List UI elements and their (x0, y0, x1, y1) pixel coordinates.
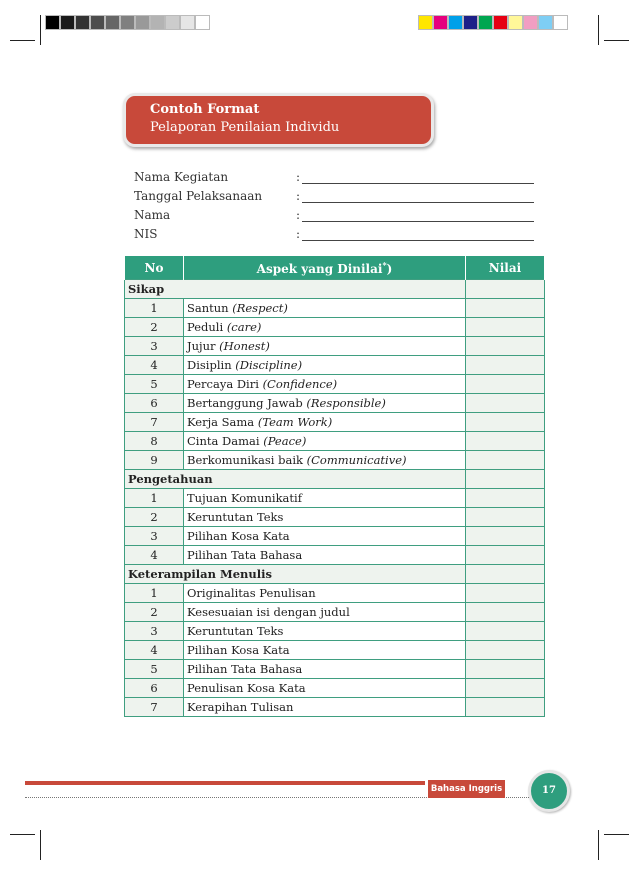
info-field-blank[interactable] (302, 202, 534, 203)
info-field-label: NIS (134, 227, 158, 241)
color-swatch (45, 15, 60, 30)
crop-mark (598, 15, 599, 45)
item-aspect-text: Keruntutan Teks (187, 510, 284, 524)
item-aspect-text: Pilihan Kosa Kata (187, 529, 290, 543)
color-swatch (508, 15, 523, 30)
item-aspect-text: Originalitas Penulisan (187, 586, 316, 600)
item-number: 2 (125, 318, 184, 337)
item-aspect-text: Kerja Sama (187, 415, 255, 429)
info-field-row (134, 227, 534, 246)
table-row (125, 584, 545, 603)
item-number: 5 (125, 375, 184, 394)
item-aspect-text: Keruntutan Teks (187, 624, 284, 638)
item-aspect-english: (Confidence) (262, 377, 338, 391)
table-body (125, 280, 545, 717)
color-swatch (105, 15, 120, 30)
item-number: 1 (125, 489, 184, 508)
header-aspect-sup: * (382, 259, 387, 270)
info-field-colon: : (296, 170, 301, 184)
item-aspect (184, 489, 466, 508)
section-title: Pengetahuan (125, 470, 466, 489)
item-number: 9 (125, 451, 184, 470)
nilai-cell[interactable] (466, 299, 545, 318)
item-aspect-text: Santun (187, 301, 229, 315)
table-row (125, 337, 545, 356)
color-swatch (538, 15, 553, 30)
nilai-cell[interactable] (466, 603, 545, 622)
item-number: 6 (125, 679, 184, 698)
info-field-colon: : (296, 189, 301, 203)
item-number: 4 (125, 546, 184, 565)
color-swatch (135, 15, 150, 30)
item-aspect-english: (Communicative) (306, 453, 407, 467)
nilai-cell[interactable] (466, 432, 545, 451)
item-aspect (184, 356, 466, 375)
item-aspect (184, 641, 466, 660)
page-number: 17 (528, 770, 570, 812)
crop-mark (604, 40, 629, 41)
nilai-cell[interactable] (466, 546, 545, 565)
color-swatch (150, 15, 165, 30)
color-swatch (195, 15, 210, 30)
nilai-cell[interactable] (466, 489, 545, 508)
nilai-cell[interactable] (466, 622, 545, 641)
item-aspect-english: (Peace) (263, 434, 307, 448)
table-header-row (125, 256, 545, 280)
crop-mark (604, 834, 629, 835)
info-fields (134, 170, 534, 246)
item-aspect-text: Tujuan Komunikatif (187, 491, 302, 505)
item-number: 8 (125, 432, 184, 451)
item-number: 7 (125, 698, 184, 717)
item-aspect (184, 451, 466, 470)
info-field-label: Nama Kegiatan (134, 170, 229, 184)
table-row (125, 451, 545, 470)
item-aspect-english: (Responsible) (306, 396, 386, 410)
nilai-cell[interactable] (466, 679, 545, 698)
info-field-row (134, 208, 534, 227)
item-aspect (184, 546, 466, 565)
table-row (125, 375, 545, 394)
color-swatch (60, 15, 75, 30)
table-row (125, 413, 545, 432)
header-aspect (184, 256, 466, 280)
crop-mark (10, 40, 35, 41)
nilai-cell[interactable] (466, 565, 545, 584)
section-title-tab (123, 93, 434, 147)
item-aspect-text: Pilihan Kosa Kata (187, 643, 290, 657)
item-aspect (184, 375, 466, 394)
item-aspect (184, 679, 466, 698)
color-registration-bar (418, 15, 568, 30)
item-aspect (184, 603, 466, 622)
item-aspect (184, 698, 466, 717)
nilai-cell[interactable] (466, 660, 545, 679)
item-aspect-text: Jujur (187, 339, 216, 353)
item-aspect-text: Percaya Diri (187, 377, 259, 391)
table-row (125, 318, 545, 337)
info-field-row (134, 170, 534, 189)
item-number: 2 (125, 508, 184, 527)
table-row (125, 432, 545, 451)
table-row (125, 603, 545, 622)
table-row (125, 299, 545, 318)
item-number: 4 (125, 641, 184, 660)
item-aspect-english: (Discipline) (235, 358, 303, 372)
grayscale-registration-bar (45, 15, 210, 30)
info-field-blank[interactable] (302, 183, 534, 184)
section-title: Sikap (125, 280, 466, 299)
item-number: 3 (125, 622, 184, 641)
header-no: No (125, 256, 184, 280)
item-aspect-text: Berkomunikasi baik (187, 453, 303, 467)
item-aspect (184, 394, 466, 413)
item-number: 3 (125, 527, 184, 546)
section-row (125, 565, 545, 584)
section-title: Keterampilan Menulis (125, 565, 466, 584)
nilai-cell[interactable] (466, 527, 545, 546)
crop-mark (598, 830, 599, 860)
table-row (125, 394, 545, 413)
section-row (125, 470, 545, 489)
item-aspect-english: (Honest) (219, 339, 270, 353)
color-swatch (523, 15, 538, 30)
table-row (125, 508, 545, 527)
item-aspect-text: Disiplin (187, 358, 232, 372)
item-aspect-text: Cinta Damai (187, 434, 260, 448)
nilai-cell[interactable] (466, 318, 545, 337)
table-row (125, 622, 545, 641)
item-aspect-english: (Team Work) (257, 415, 333, 429)
footer-accent-line (25, 781, 425, 785)
color-swatch (418, 15, 433, 30)
color-swatch (75, 15, 90, 30)
crop-mark (40, 15, 41, 45)
item-number: 3 (125, 337, 184, 356)
item-number: 6 (125, 394, 184, 413)
info-field-label: Tanggal Pelaksanaan (134, 189, 263, 203)
color-swatch (478, 15, 493, 30)
nilai-cell[interactable] (466, 337, 545, 356)
info-field-colon: : (296, 227, 301, 241)
item-aspect (184, 299, 466, 318)
item-aspect-text: Penulisan Kosa Kata (187, 681, 306, 695)
header-aspect-paren: ) (386, 261, 393, 276)
item-aspect (184, 432, 466, 451)
item-number: 1 (125, 584, 184, 603)
nilai-cell[interactable] (466, 470, 545, 489)
item-aspect (184, 318, 466, 337)
item-aspect-text: Peduli (187, 320, 224, 334)
item-aspect (184, 337, 466, 356)
nilai-cell[interactable] (466, 413, 545, 432)
item-aspect (184, 584, 466, 603)
nilai-cell[interactable] (466, 394, 545, 413)
item-number: 5 (125, 660, 184, 679)
title-line-2: Pelaporan Penilaian Individu (150, 120, 340, 135)
color-swatch (463, 15, 478, 30)
footer-subject-badge: Bahasa Inggris (428, 780, 505, 798)
color-swatch (90, 15, 105, 30)
nilai-cell[interactable] (466, 641, 545, 660)
item-aspect (184, 660, 466, 679)
table-row (125, 679, 545, 698)
nilai-cell[interactable] (466, 698, 545, 717)
table-row (125, 489, 545, 508)
table-row (125, 660, 545, 679)
title-line-1: Contoh Format (150, 102, 260, 117)
item-aspect (184, 622, 466, 641)
item-aspect-text: Pilihan Tata Bahasa (187, 548, 303, 562)
item-aspect-text: Bertanggung Jawab (187, 396, 303, 410)
nilai-cell[interactable] (466, 508, 545, 527)
crop-mark (10, 834, 35, 835)
nilai-cell[interactable] (466, 356, 545, 375)
item-aspect-english: (care) (226, 320, 262, 334)
item-aspect-text: Pilihan Tata Bahasa (187, 662, 303, 676)
item-number: 7 (125, 413, 184, 432)
info-field-row (134, 189, 534, 208)
color-swatch (553, 15, 568, 30)
assessment-table (124, 256, 545, 717)
color-swatch (433, 15, 448, 30)
nilai-cell[interactable] (466, 375, 545, 394)
info-field-label: Nama (134, 208, 171, 222)
item-aspect-text: Kerapihan Tulisan (187, 700, 294, 714)
nilai-cell[interactable] (466, 584, 545, 603)
item-number: 2 (125, 603, 184, 622)
color-swatch (180, 15, 195, 30)
item-aspect-text: Kesesuaian isi dengan judul (187, 605, 350, 619)
color-swatch (120, 15, 135, 30)
item-aspect (184, 508, 466, 527)
table-row (125, 546, 545, 565)
item-aspect (184, 413, 466, 432)
item-aspect (184, 527, 466, 546)
item-number: 1 (125, 299, 184, 318)
info-field-colon: : (296, 208, 301, 222)
color-swatch (448, 15, 463, 30)
section-row (125, 280, 545, 299)
color-swatch (493, 15, 508, 30)
item-aspect-english: (Respect) (232, 301, 288, 315)
header-nilai: Nilai (466, 256, 545, 280)
nilai-cell[interactable] (466, 451, 545, 470)
table-row (125, 356, 545, 375)
table-row (125, 641, 545, 660)
info-field-blank[interactable] (302, 221, 534, 222)
info-field-blank[interactable] (302, 240, 534, 241)
nilai-cell[interactable] (466, 280, 545, 299)
header-aspect-text: Aspek yang Dinilai (256, 261, 383, 276)
color-swatch (165, 15, 180, 30)
table-row (125, 698, 545, 717)
item-number: 4 (125, 356, 184, 375)
table-row (125, 527, 545, 546)
crop-mark (40, 830, 41, 860)
